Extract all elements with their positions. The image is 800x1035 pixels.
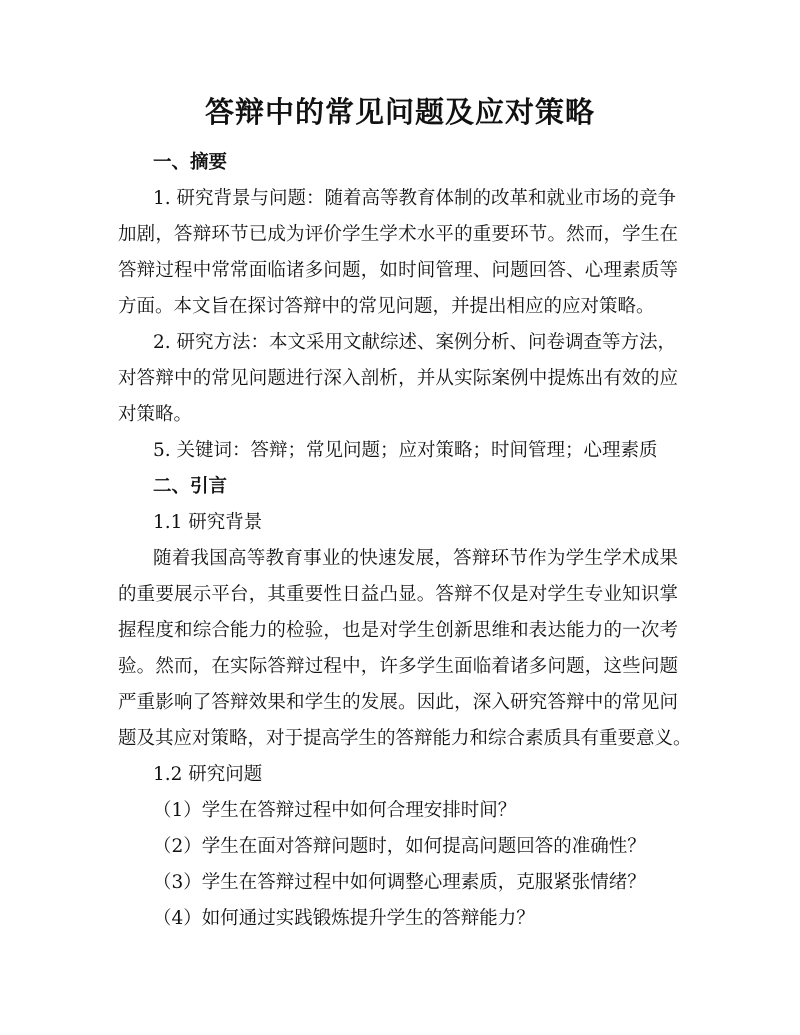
abstract-item1-line: 加剧，答辩环节已成为评价学生学术水平的重要环节。然而，学生在 [118,224,678,245]
research-question-item: （2）学生在面对答辩问题时，如何提高问题回答的准确性？ [153,836,646,857]
research-question-item: （4）如何通过实践锻炼提升学生的答辩能力？ [153,908,535,929]
abstract-item2-line: 2. 研究方法：本文采用文献综述、案例分析、问卷调查等方法， [153,332,677,353]
section-heading-introduction: 二、引言 [153,476,228,497]
subsection-heading-questions: 1.2 研究问题 [153,764,263,785]
section-heading-abstract: 一、摘要 [153,152,228,173]
document-title: 答辩中的常见问题及应对策略 [204,95,595,129]
abstract-item1-line: 1. 研究背景与问题：随着高等教育体制的改革和就业市场的竞争 [153,188,677,209]
research-question-item: （1）学生在答辩过程中如何合理安排时间？ [153,800,517,821]
background-paragraph-line: 随着我国高等教育事业的快速发展，答辩环节作为学生学术成果 [153,548,678,569]
abstract-keywords: 5. 关键词：答辩；常见问题；应对策略；时间管理；心理素质 [153,440,658,461]
research-question-item: （3）学生在答辩过程中如何调整心理素质，克服紧张情绪？ [153,872,646,893]
subsection-heading-background: 1.1 研究背景 [153,512,263,533]
abstract-item1-line: 答辩过程中常常面临诸多问题，如时间管理、问题回答、心理素质等 [118,260,678,281]
abstract-item2-line: 对答辩中的常见问题进行深入剖析，并从实际案例中提炼出有效的应 [118,368,678,389]
background-paragraph-line: 题及其应对策略，对于提高学生的答辩能力和综合素质具有重要意义。 [118,728,692,749]
background-paragraph-line: 严重影响了答辩效果和学生的发展。因此，深入研究答辩中的常见问 [118,692,678,713]
background-paragraph-line: 的重要展示平台，其重要性日益凸显。答辩不仅是对学生专业知识掌 [118,584,678,605]
background-paragraph-line: 握程度和综合能力的检验，也是对学生创新思维和表达能力的一次考 [118,620,678,641]
abstract-item1-line: 方面。本文旨在探讨答辩中的常见问题，并提出相应的应对策略。 [118,296,655,317]
background-paragraph-line: 验。然而，在实际答辩过程中，许多学生面临着诸多问题，这些问题 [118,656,678,677]
abstract-item2-line: 对策略。 [118,404,193,425]
